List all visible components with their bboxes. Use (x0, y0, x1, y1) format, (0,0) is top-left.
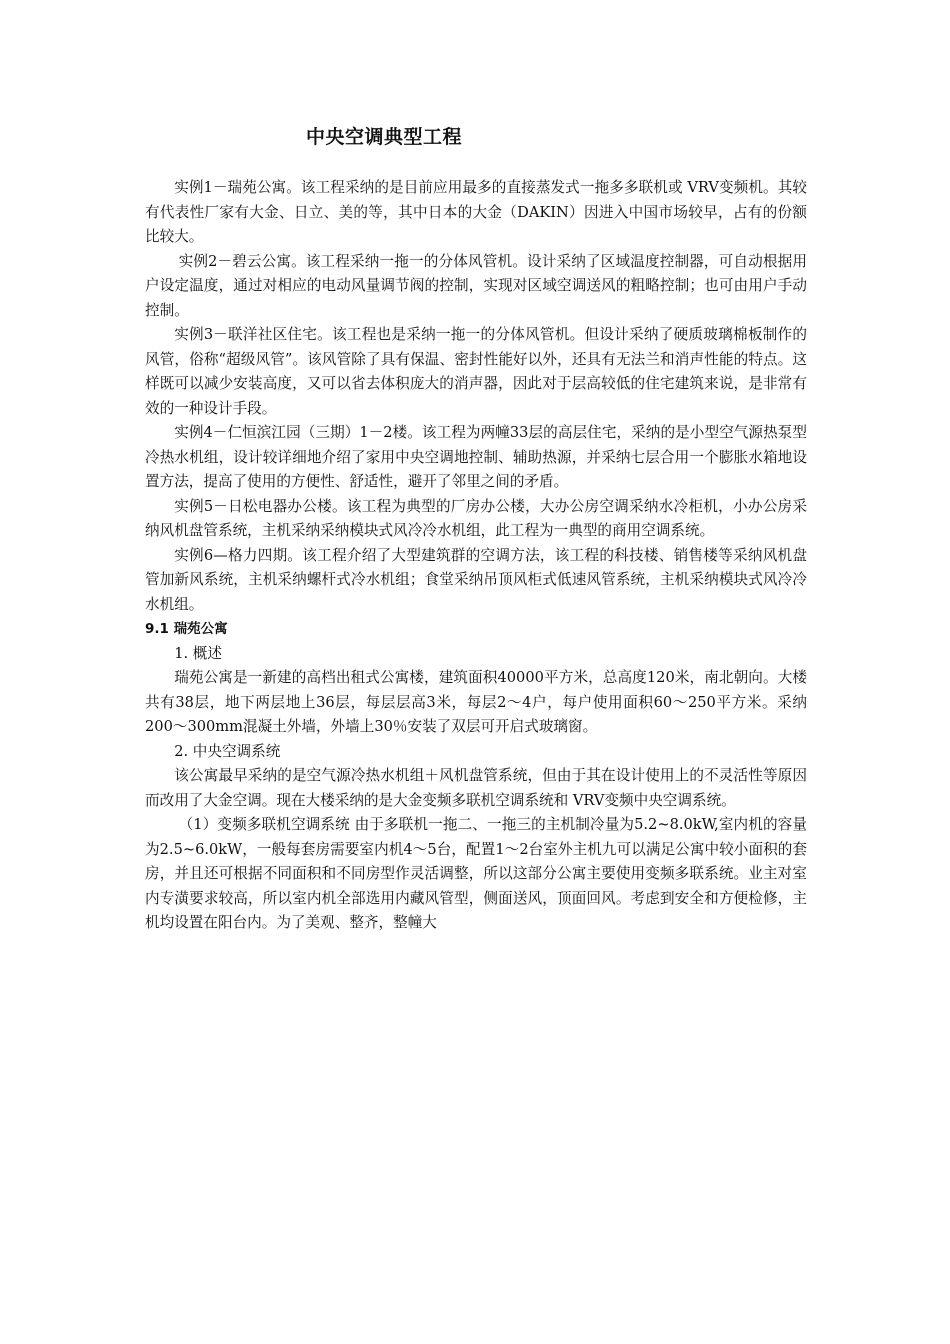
intro-paragraph-1: 实例1－瑞苑公寓。该工程采纳的是目前应用最多的直接蒸发式一拖多多联机或 VRV变频机。其较有代表性厂家有大金、日立、美的等，其中日本的大金（DAKIN）因进入中国市场较早，占有的份额比较大。 (145, 179, 807, 245)
intro-paragraph-3: 实例3－联洋社区住宅。该工程也是采纳一拖一的分体风管机。但设计采纳了硬质玻璃棉板制作的风管，俗称“超级风管”。该风管除了具有保温、密封性能好以外，还具有无法兰和消声性能的特点。这样既可以减少安装高度，又可以省去体积庞大的消声器，因此对于层高较低的住宅建筑来说，是非常有效的一种设计手段。 (145, 326, 807, 417)
intro-paragraph-6: 实例6—格力四期。该工程介绍了大型建筑群的空调方法，该工程的科技楼、销售楼等采纳风机盘管加新风系统，主机采纳螺杆式冷水机组；食堂采纳吊顶风柜式低速风管系统，主机采纳模块式风冷冷水机组。 (145, 546, 807, 613)
document-title: 中央空调典型工程 (306, 126, 463, 148)
system-heading: 2. 中央空调系统 (174, 742, 281, 760)
section-heading: 9.1 瑞苑公寓 (145, 621, 228, 637)
system-paragraph: 该公寓最早采纳的是空气源冷热水机组＋风机盘管系统，但由于其在设计使用上的不灵活性等原因而改用了大金空调。现在大楼采纳的是大金变频多联机空调系统和 VRV变频中央空调系统。 (145, 767, 807, 809)
document-body (145, 176, 807, 936)
overview-paragraph: 瑞苑公寓是一新建的高档出租式公寓楼，建筑面积40000平方米，总高度120米，南北朝向。大楼共有38层，地下两层地上36层，每层层高3米，每层2～4户，每户使用面积60～250平方米。采纳200～300mm混凝土外墙，外墙上30％安装了双层可开启式玻璃窗。 (145, 669, 807, 735)
intro-paragraph-4: 实例4－仁恒滨江园（三期）1－2楼。该工程为两幢33层的高层住宅，采纳的是小型空气源热泵型冷热水机组，设计较详细地介绍了家用中央空调地控制、辅助热源，并采纳七层合用一个膨胀水箱地设置方法，提高了使用的方便性、舒适性，避开了邻里之间的矛盾。 (145, 424, 807, 490)
intro-paragraph-2: 实例2－碧云公寓。该工程采纳一拖一的分体风管机。设计采纳了区域温度控制器，可自动根据用户设定温度，通过对相应的电动风量调节阀的控制，实现对区域空调送风的粗略控制；也可由用户手动控制。 (145, 252, 807, 319)
intro-paragraph-5: 实例5－日松电器办公楼。该工程为典型的厂房办公楼，大办公房空调采纳水冷柜机，小办公房采纳风机盘管系统，主机采纳采纳模块式风冷冷水机组，此工程为一典型的商用空调系统。 (145, 497, 807, 539)
vrf-paragraph: （1）变频多联机空调系统 由于多联机一拖二、一拖三的主机制冷量为5.2~8.0kW,室内机的容量为2.5~6.0kW，一般每套房需要室内机4～5台，配置1～2台室外主机九可以满足公寓中较小面积的套房，并且还可根据不同面积和不同房型作灵活调整，所以这部分公寓主要使用变频多联系统。业主对室内专潢要求较高，所以室内机全部选用内藏风管型，侧面送风，顶面回风。考虑到安全和方便检修，主机均设置在阳台内。为了美观、整齐，整幢大 (145, 816, 807, 931)
overview-heading: 1. 概述 (174, 644, 222, 662)
